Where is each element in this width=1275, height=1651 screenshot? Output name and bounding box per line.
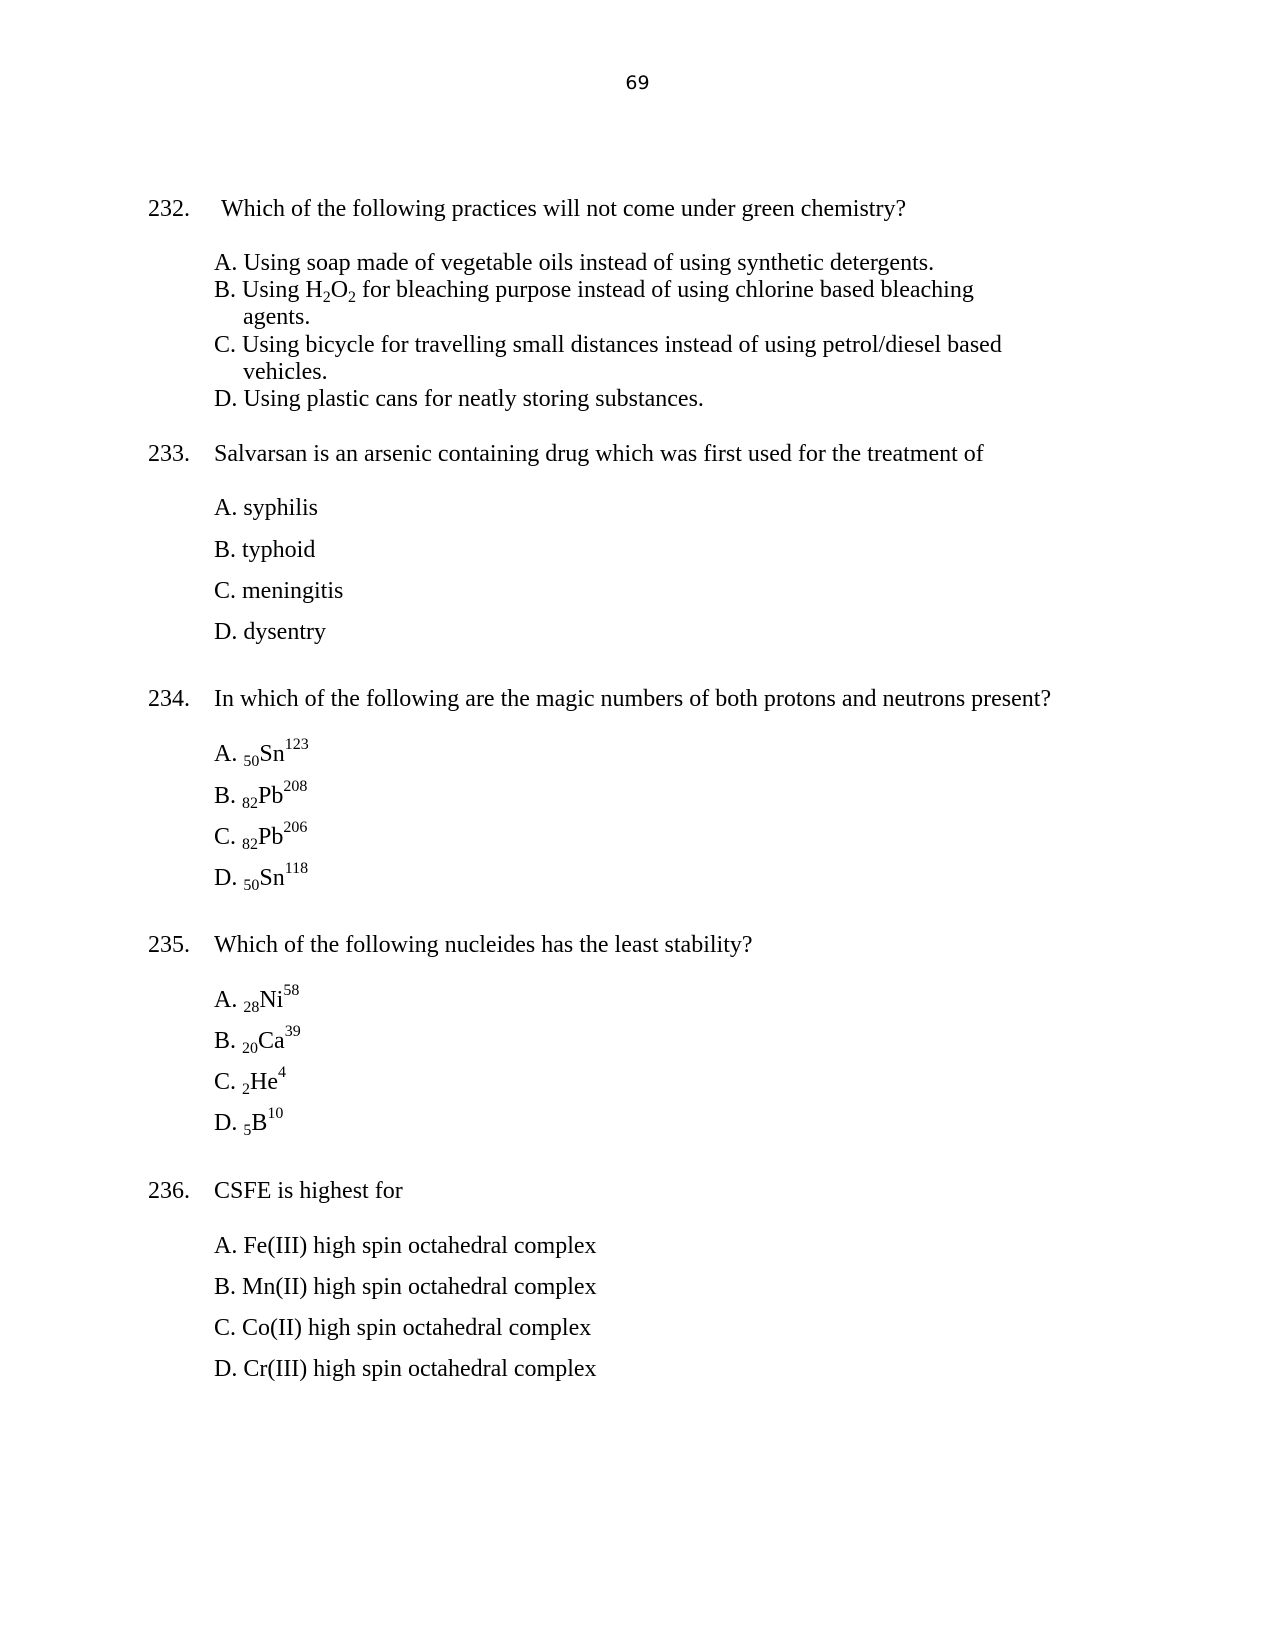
mass-number: 10 [267, 1105, 284, 1122]
atomic-number: 2 [242, 1081, 251, 1098]
option-b-continuation: agents. [243, 304, 311, 330]
page-number: 69 [625, 72, 650, 94]
option-a: A. syphilis [214, 495, 319, 521]
question-text: Salvarsan is an arsenic containing drug which was first used for the treatment of [214, 441, 984, 467]
subscript: 2 [322, 289, 331, 306]
option-a: A. Using soap made of vegetable oils instead of using synthetic detergents. [214, 250, 935, 276]
option-b-rest: for bleaching purpose instead of using chlorine based bleaching [356, 277, 974, 303]
option-a [214, 982, 300, 1017]
option-b [214, 276, 974, 307]
option-c: C. Co(II) high spin octahedral complex [214, 1315, 592, 1341]
question-number: 234. [148, 686, 190, 712]
oxygen-symbol: O [330, 277, 349, 303]
atomic-number: 82 [242, 836, 259, 853]
question-text: Which of the following practices will not come under green chemistry? [221, 196, 907, 222]
option-label: C. [214, 1069, 237, 1095]
option-d: D. Cr(III) high spin octahedral complex [214, 1356, 597, 1382]
atomic-number: 82 [242, 795, 259, 812]
option-label: B. [214, 783, 237, 809]
option-a [214, 736, 309, 771]
option-label: A. [214, 987, 238, 1013]
option-d: D. Using plastic cans for neatly storing substances. [214, 386, 704, 412]
element-symbol: Ni [259, 987, 284, 1013]
mass-number: 208 [283, 778, 308, 795]
element-symbol: He [250, 1069, 278, 1095]
atomic-number: 5 [243, 1122, 252, 1139]
mass-number: 206 [283, 819, 308, 836]
mass-number: 123 [284, 736, 309, 753]
question-number: 232. [148, 196, 190, 222]
mass-number: 118 [284, 860, 309, 877]
element-symbol: Pb [258, 783, 284, 809]
mass-number: 58 [283, 982, 300, 999]
option-d [214, 860, 309, 895]
atomic-number: 50 [243, 877, 260, 894]
question-text: CSFE is highest for [214, 1178, 403, 1204]
option-c: C. Using bicycle for travelling small distances instead of using petrol/diesel based [214, 332, 1002, 358]
option-b: B. typhoid [214, 537, 316, 563]
option-label: B. [214, 1028, 237, 1054]
option-label: D. [214, 865, 238, 891]
option-b-text: B. Using H [214, 277, 323, 303]
option-label: C. [214, 824, 237, 850]
option-label: D. [214, 1110, 238, 1136]
element-symbol: Sn [259, 865, 285, 891]
element-symbol: B [251, 1110, 268, 1136]
mass-number: 4 [278, 1064, 286, 1081]
atomic-number: 20 [242, 1040, 259, 1057]
option-d [214, 1105, 284, 1140]
question-text: In which of the following are the magic numbers of both protons and neutrons present? [214, 686, 1052, 712]
atomic-number: 28 [243, 999, 260, 1016]
atomic-number: 50 [243, 753, 260, 770]
subscript: 2 [348, 289, 357, 306]
question-number: 235. [148, 932, 190, 958]
option-c-continuation: vehicles. [243, 359, 328, 385]
option-b [214, 778, 308, 813]
element-symbol: Pb [258, 824, 284, 850]
option-c [214, 1064, 286, 1099]
question-text: Which of the following nucleides has the least stability? [214, 932, 753, 958]
question-number: 233. [148, 441, 190, 467]
option-c: C. meningitis [214, 578, 344, 604]
mass-number: 39 [284, 1023, 301, 1040]
option-a: A. Fe(III) high spin octahedral complex [214, 1233, 597, 1259]
option-b [214, 1023, 301, 1058]
option-d: D. dysentry [214, 619, 326, 645]
element-symbol: Ca [258, 1028, 285, 1054]
question-number: 236. [148, 1178, 190, 1204]
option-c [214, 819, 308, 854]
option-b: B. Mn(II) high spin octahedral complex [214, 1274, 597, 1300]
element-symbol: Sn [259, 741, 285, 767]
option-label: A. [214, 741, 238, 767]
